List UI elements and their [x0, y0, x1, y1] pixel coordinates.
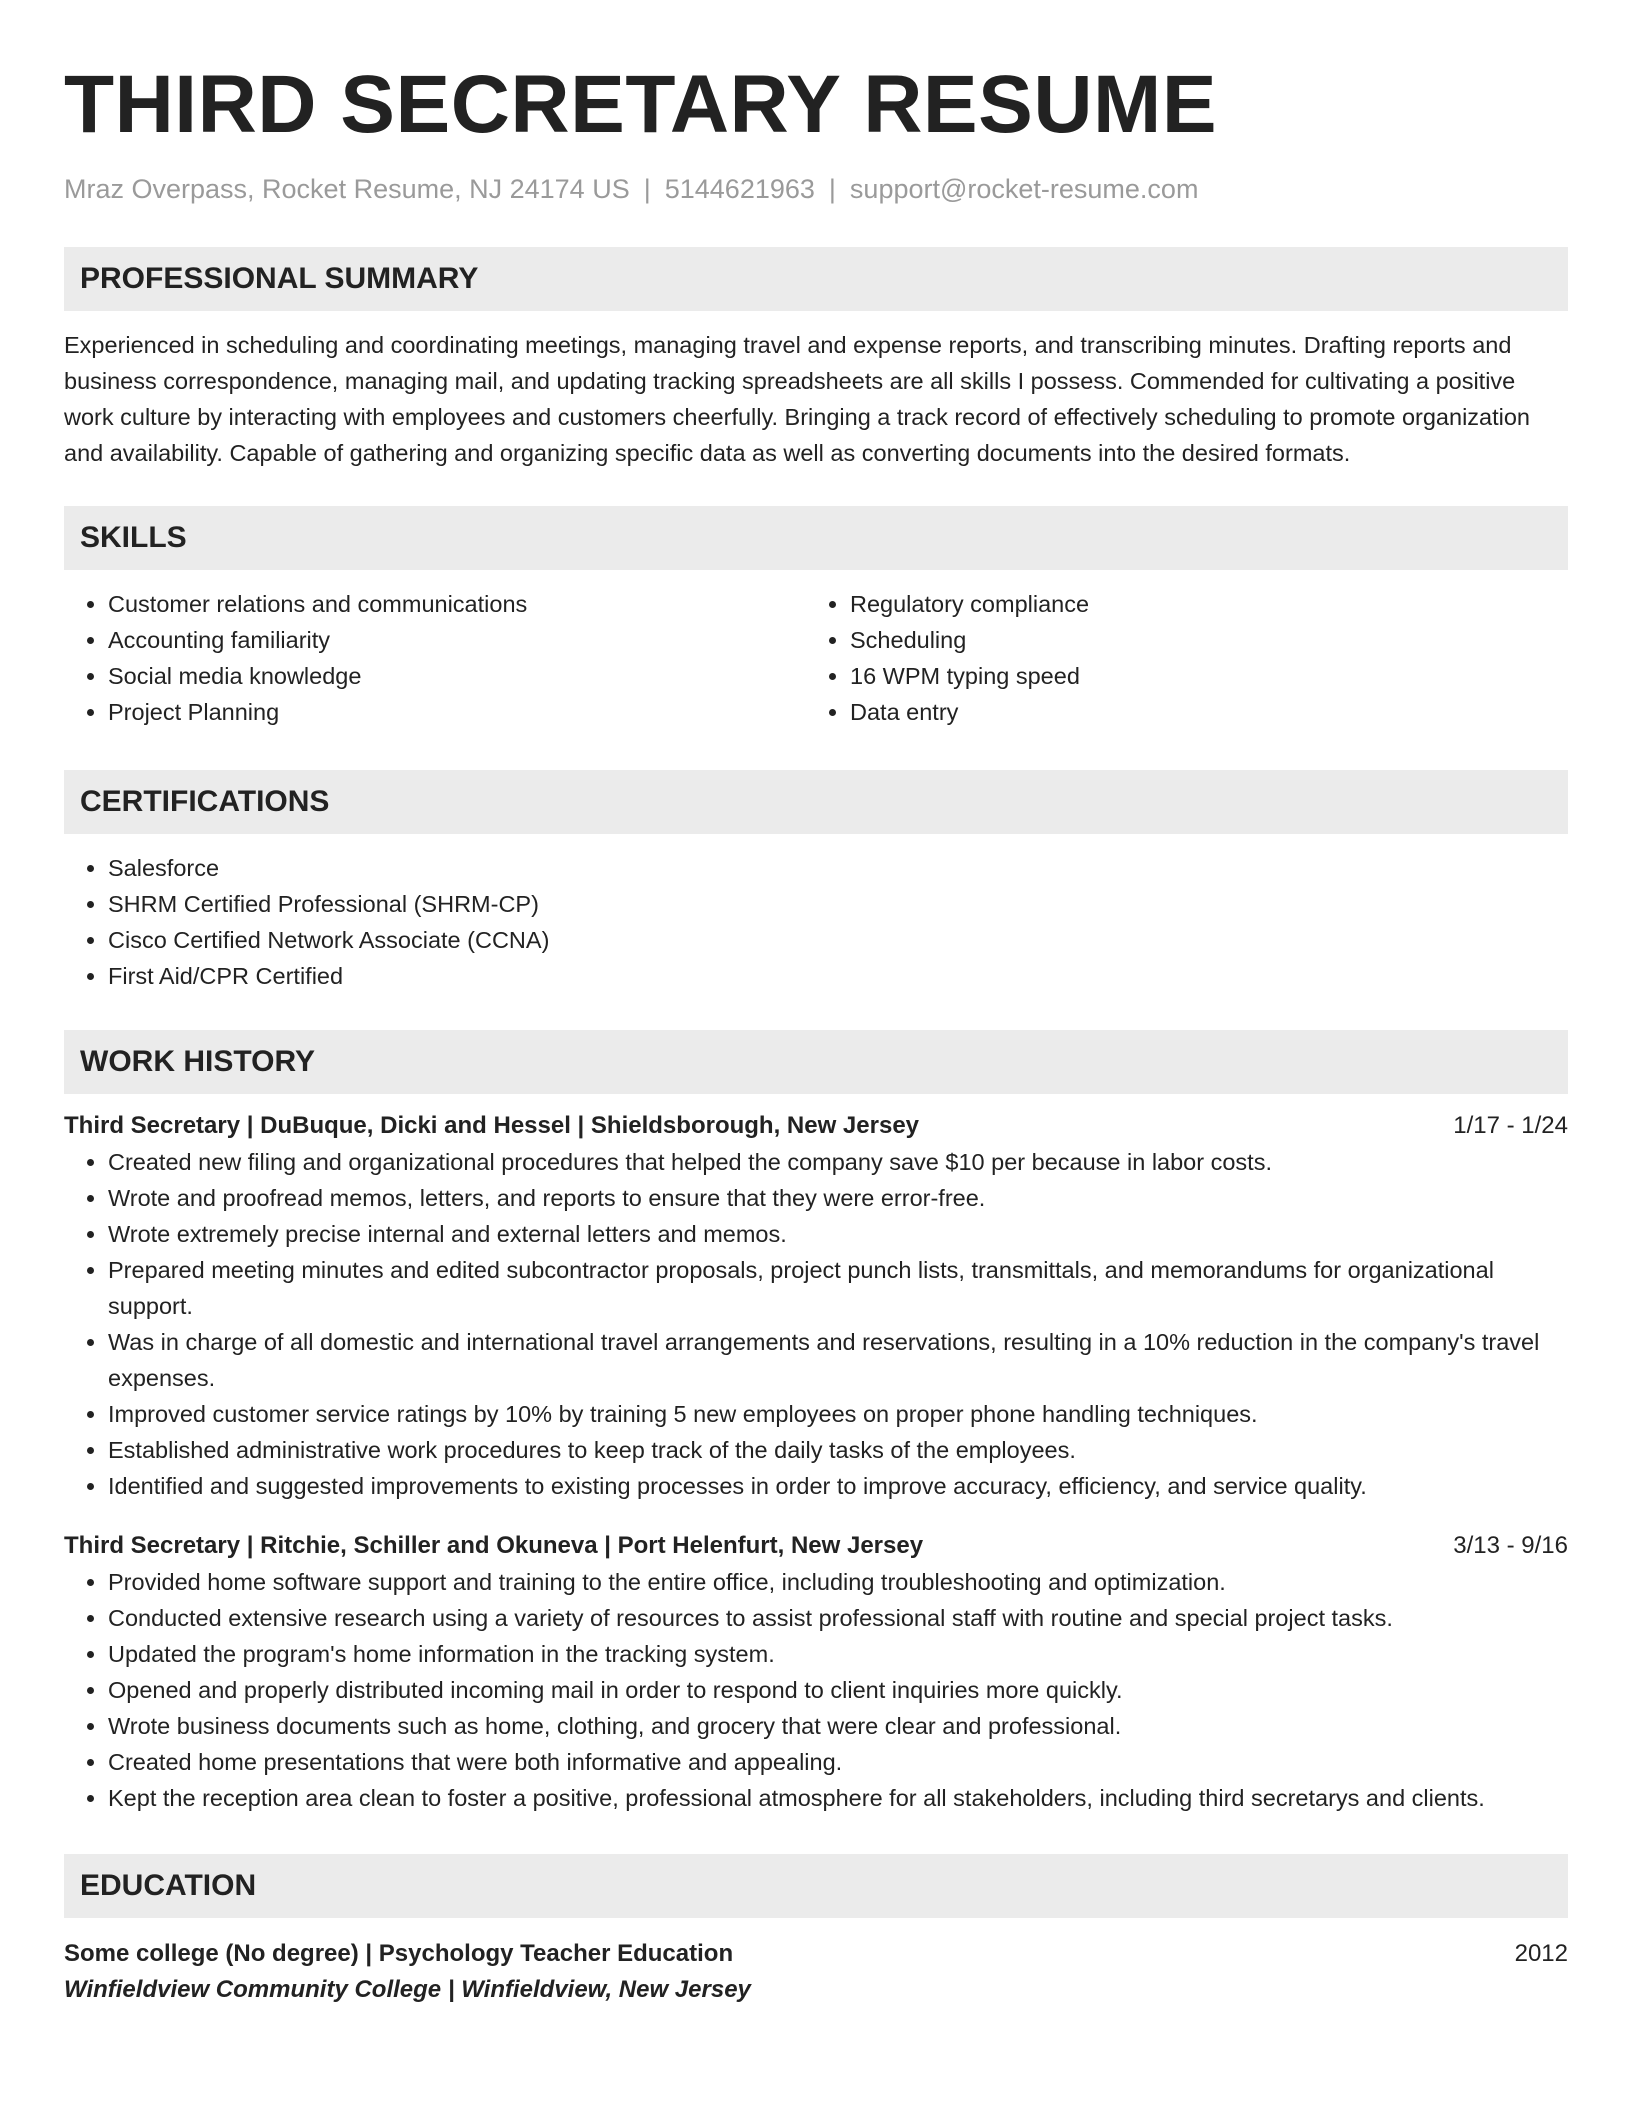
- graduation-year: 2012: [1514, 1940, 1568, 1967]
- education-heading: EDUCATION: [64, 1854, 1568, 1918]
- contact-separator: |: [828, 174, 836, 204]
- job-bullet: • Improved customer service ratings by 10% by training 5 new employees on proper phone handling techniques.: [108, 1396, 1568, 1432]
- job-bullet: • Kept the reception area clean to foster a positive, professional atmosphere for all stakeholders, including third secretarys and clients.: [108, 1780, 1568, 1816]
- skill-item: • Data entry: [850, 694, 1548, 730]
- certifications-heading: CERTIFICATIONS: [64, 770, 1568, 834]
- skills-grid: [64, 586, 1568, 730]
- job-bullet: • Created new filing and organizational procedures that helped the company save $10 per because in labor costs.: [108, 1144, 1568, 1180]
- job-header: [64, 1108, 1568, 1144]
- certification-item: • Cisco Certified Network Associate (CCNA): [108, 922, 1568, 958]
- job-title: Third Secretary | Ritchie, Schiller and Okuneva | Port Helenfurt, New Jersey: [64, 1532, 924, 1559]
- page-title: THIRD SECRETARY RESUME: [64, 59, 1218, 150]
- job-bullets: [64, 1564, 1568, 1816]
- skill-item: • 16 WPM typing speed: [850, 658, 1548, 694]
- job-title: Third Secretary | DuBuque, Dicki and Hessel | Shieldsborough, New Jersey: [64, 1112, 920, 1139]
- summary-heading: PROFESSIONAL SUMMARY: [64, 247, 1568, 311]
- certifications-list: [64, 850, 1568, 994]
- summary-text: Experienced in scheduling and coordinating meetings, managing travel and expense reports, and transcribing minutes. Drafting reports and business correspondence, managing mail, and updating tracking spreadsheets are all skills I possess. Commended for cultivating a positive work culture by interacting with employees and customers cheerfully. Bringing a track record of effectively scheduling to promote organization and availability. Capable of gathering and organizing specific data as well as converting documents into the desired formats.: [64, 332, 1530, 466]
- job-bullet: • Wrote and proofread memos, letters, and reports to ensure that they were error-free.: [108, 1180, 1568, 1216]
- job-bullet: • Wrote business documents such as home, clothing, and grocery that were clear and professional.: [108, 1708, 1568, 1744]
- skill-item: • Social media knowledge: [108, 658, 806, 694]
- contact-separator: |: [643, 174, 651, 204]
- job-bullet: • Was in charge of all domestic and international travel arrangements and reservations, resulting in a 10% reduction in the company's travel expenses.: [108, 1324, 1568, 1396]
- work-history-heading: WORK HISTORY: [64, 1030, 1568, 1094]
- certification-item: • SHRM Certified Professional (SHRM-CP): [108, 886, 1568, 922]
- job-dates: 3/13 - 9/16: [1453, 1532, 1568, 1559]
- contact-line: [64, 172, 1568, 206]
- certification-item: • First Aid/CPR Certified: [108, 958, 1568, 994]
- job-bullet: • Prepared meeting minutes and edited subcontractor proposals, project punch lists, transmittals, and memorandums for organizational support.: [108, 1252, 1568, 1324]
- skill-item: • Accounting familiarity: [108, 622, 806, 658]
- job-bullet: • Identified and suggested improvements to existing processes in order to improve accuracy, efficiency, and service quality.: [108, 1468, 1568, 1504]
- certification-item: • Salesforce: [108, 850, 1568, 886]
- education-header: [64, 1936, 1568, 1972]
- skills-heading: SKILLS: [64, 506, 1568, 570]
- skill-item: • Scheduling: [850, 622, 1548, 658]
- job-dates: 1/17 - 1/24: [1453, 1112, 1568, 1139]
- job-bullet: • Created home presentations that were both informative and appealing.: [108, 1744, 1568, 1780]
- job-bullet: • Provided home software support and training to the entire office, including troubleshooting and optimization.: [108, 1564, 1568, 1600]
- job-bullets: [64, 1144, 1568, 1504]
- skill-item: • Project Planning: [108, 694, 806, 730]
- job-bullet: • Established administrative work procedures to keep track of the daily tasks of the employees.: [108, 1432, 1568, 1468]
- degree: Some college (No degree) | Psychology Teacher Education: [64, 1940, 734, 1967]
- skill-item: • Regulatory compliance: [850, 586, 1548, 622]
- resume-page: [64, 0, 1568, 2008]
- job-bullet: • Updated the program's home information in the tracking system.: [108, 1636, 1568, 1672]
- job-header: [64, 1528, 1568, 1564]
- contact-email: support@rocket-resume.com: [849, 174, 1199, 204]
- contact-phone: 5144621963: [664, 174, 815, 204]
- skills-list-left: [64, 586, 806, 730]
- skill-item: • Customer relations and communications: [108, 586, 806, 622]
- contact-address: Mraz Overpass, Rocket Resume, NJ 24174 US: [64, 174, 630, 204]
- job-bullet: • Wrote extremely precise internal and external letters and memos.: [108, 1216, 1568, 1252]
- school-name: Winfieldview Community College | Winfieldview, New Jersey: [64, 1976, 751, 2003]
- job-bullet: • Conducted extensive research using a variety of resources to assist professional staff with routine and special project tasks.: [108, 1600, 1568, 1636]
- job-bullet: • Opened and properly distributed incoming mail in order to respond to client inquiries more quickly.: [108, 1672, 1568, 1708]
- skills-list-right: [806, 586, 1548, 730]
